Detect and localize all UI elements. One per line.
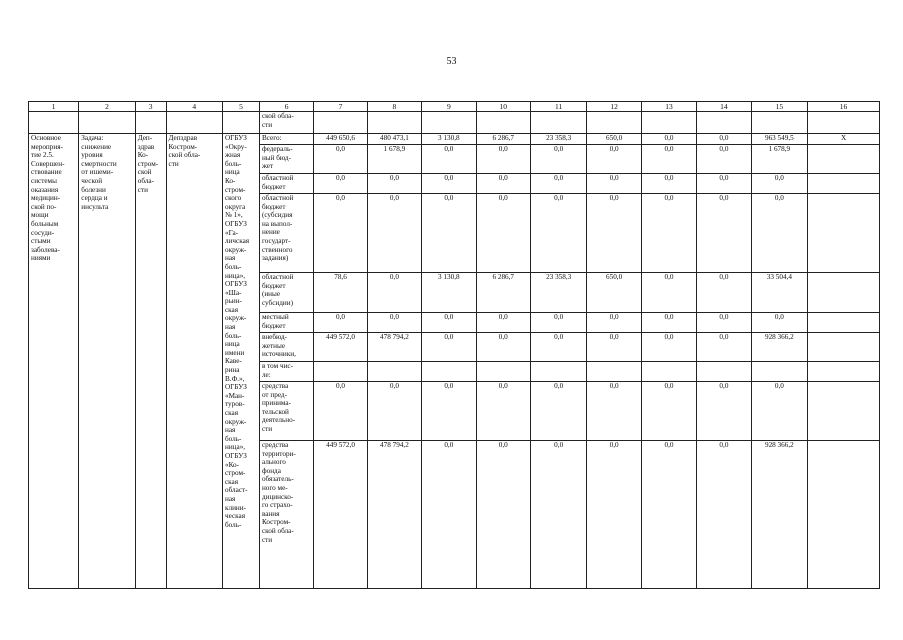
value-cell: 449 572,0 xyxy=(314,333,367,362)
value-cell: 0,0 xyxy=(476,441,530,589)
header-cell: 13 xyxy=(641,102,696,112)
header-cell: 2 xyxy=(79,102,135,112)
value-cell: 478 794,2 xyxy=(367,441,421,589)
value-cell: 0,0 xyxy=(422,194,476,273)
value-cell: 0,0 xyxy=(530,313,586,333)
value-cell: 0,0 xyxy=(314,145,367,174)
funding-source: внебюд- жетные источники, xyxy=(259,333,313,362)
value-cell: 1 678,9 xyxy=(751,145,807,174)
value-cell: 0,0 xyxy=(530,145,586,174)
value-cell xyxy=(530,362,586,382)
value-cell xyxy=(808,194,880,273)
value-cell: 0,0 xyxy=(587,194,641,273)
value-cell: 0,0 xyxy=(367,194,421,273)
header-cell: 8 xyxy=(367,102,421,112)
value-cell: 928 366,2 xyxy=(751,441,807,589)
value-cell: 0,0 xyxy=(641,174,696,194)
value-cell: 23 358,3 xyxy=(530,273,586,313)
value-cell: 0,0 xyxy=(530,194,586,273)
header-cell: 10 xyxy=(476,102,530,112)
value-cell: 0,0 xyxy=(697,313,751,333)
value-cell: 0,0 xyxy=(587,174,641,194)
value-cell: 0,0 xyxy=(697,134,751,145)
funding-source: средства от пред- принима- тельской деятельно- сти xyxy=(259,382,313,441)
value-cell: 0,0 xyxy=(422,174,476,194)
value-cell: 0,0 xyxy=(697,382,751,441)
header-cell: 11 xyxy=(530,102,586,112)
value-cell: 0,0 xyxy=(530,333,586,362)
value-cell: 0,0 xyxy=(641,145,696,174)
value-cell: 0,0 xyxy=(422,313,476,333)
value-cell: 0,0 xyxy=(641,134,696,145)
value-cell: 0,0 xyxy=(697,145,751,174)
value-cell: X xyxy=(808,134,880,145)
funding-source: Всего: xyxy=(259,134,313,145)
value-cell: 478 794,2 xyxy=(367,333,421,362)
value-cell: 0,0 xyxy=(367,382,421,441)
value-cell: 0,0 xyxy=(587,382,641,441)
value-cell: 0,0 xyxy=(314,313,367,333)
value-cell: 3 130,8 xyxy=(422,134,476,145)
value-cell xyxy=(808,145,880,174)
header-cell: 4 xyxy=(166,102,222,112)
value-cell: 0,0 xyxy=(697,441,751,589)
participants: ОГБУЗ «Окру- жная боль- ница Ко- стром- ского округа № 1», ОГБУЗ «Га- личская окруж- ная боль- ница», ОГБУЗ «Ша- рьин- ская окруж- ная боль- ница имени Каве- рина В.Ф.», ОГБУЗ «Ман- туров- ская окруж- ная боль- ница», ОГБУЗ «Ко- стром- ская област- ная клини- ческая боль- xyxy=(222,134,259,589)
value-cell: 0,0 xyxy=(530,382,586,441)
value-cell: 0,0 xyxy=(641,333,696,362)
value-cell xyxy=(808,273,880,313)
value-cell: 0,0 xyxy=(530,174,586,194)
value-cell: 0,0 xyxy=(587,441,641,589)
header-cell: 6 xyxy=(259,102,313,112)
value-cell: 0,0 xyxy=(587,313,641,333)
value-cell: 78,6 xyxy=(314,273,367,313)
value-cell: 449 572,0 xyxy=(314,441,367,589)
header-cell: 14 xyxy=(697,102,751,112)
task-description: Задача: снижение уровня смертности от ишеми- ческой болезни сердца и инсульта xyxy=(79,134,135,589)
header-cell: 3 xyxy=(135,102,166,112)
funding-source: в том чис- ле: xyxy=(259,362,313,382)
value-cell: 23 358,3 xyxy=(530,134,586,145)
header-cell: 5 xyxy=(222,102,259,112)
value-cell: 449 650,6 xyxy=(314,134,367,145)
value-cell xyxy=(367,362,421,382)
value-cell: 0,0 xyxy=(641,194,696,273)
value-cell xyxy=(808,313,880,333)
value-cell: 0,0 xyxy=(422,333,476,362)
funding-source: средства территори- ального фонда обязатель- ного ме- дицинско- го страхо- вания Костром- ской обла- сти xyxy=(259,441,313,589)
value-cell: 480 473,1 xyxy=(367,134,421,145)
value-cell: 0,0 xyxy=(476,174,530,194)
value-cell xyxy=(808,333,880,362)
funding-source: местный бюджет xyxy=(259,313,313,333)
value-cell: 33 504,4 xyxy=(751,273,807,313)
value-cell xyxy=(751,362,807,382)
value-cell xyxy=(476,362,530,382)
value-cell: 0,0 xyxy=(367,313,421,333)
value-cell: 0,0 xyxy=(587,145,641,174)
value-cell: 1 678,9 xyxy=(367,145,421,174)
value-cell: 0,0 xyxy=(751,313,807,333)
value-cell: 0,0 xyxy=(530,441,586,589)
funding-source: областной бюджет (иные субсидии) xyxy=(259,273,313,313)
coordinator: Деп- здрав Ко- стром- ской обла- сти xyxy=(135,134,166,589)
value-cell: 0,0 xyxy=(697,174,751,194)
value-cell: 0,0 xyxy=(587,333,641,362)
value-cell xyxy=(587,362,641,382)
value-cell: 0,0 xyxy=(476,333,530,362)
value-cell xyxy=(641,362,696,382)
value-cell: 0,0 xyxy=(422,441,476,589)
executor: Депздрав Костром- ской обла- сти xyxy=(166,134,222,589)
value-cell: 0,0 xyxy=(641,441,696,589)
value-cell: 0,0 xyxy=(476,382,530,441)
funding-source: областной бюджет (субсидия на выпол- нение государт- ственного задания) xyxy=(259,194,313,273)
value-cell: 0,0 xyxy=(751,194,807,273)
value-cell: 963 549,5 xyxy=(751,134,807,145)
header-cell: 12 xyxy=(587,102,641,112)
value-cell: 0,0 xyxy=(641,382,696,441)
table-row xyxy=(29,134,880,145)
value-cell: 0,0 xyxy=(422,382,476,441)
value-cell: 0,0 xyxy=(367,273,421,313)
value-cell: 0,0 xyxy=(697,273,751,313)
header-cell: 15 xyxy=(751,102,807,112)
value-cell xyxy=(422,362,476,382)
header-cell: 1 xyxy=(29,102,79,112)
value-cell: 0,0 xyxy=(476,194,530,273)
value-cell: 0,0 xyxy=(422,145,476,174)
value-cell: 6 286,7 xyxy=(476,134,530,145)
header-row xyxy=(29,102,880,112)
value-cell: 0,0 xyxy=(751,382,807,441)
value-cell: 0,0 xyxy=(751,174,807,194)
header-cell: 9 xyxy=(422,102,476,112)
value-cell: 6 286,7 xyxy=(476,273,530,313)
value-cell xyxy=(808,382,880,441)
value-cell: 0,0 xyxy=(476,145,530,174)
carry-over-text: ской обла- сти xyxy=(259,112,313,134)
header-cell: 16 xyxy=(808,102,880,112)
value-cell: 0,0 xyxy=(314,382,367,441)
value-cell: 650,0 xyxy=(587,273,641,313)
value-cell: 0,0 xyxy=(314,174,367,194)
value-cell: 3 130,8 xyxy=(422,273,476,313)
value-cell xyxy=(808,441,880,589)
budget-table xyxy=(28,101,880,589)
value-cell xyxy=(314,362,367,382)
value-cell: 0,0 xyxy=(476,313,530,333)
value-cell xyxy=(808,362,880,382)
value-cell: 0,0 xyxy=(367,174,421,194)
funding-source: федераль- ный бюд- жет xyxy=(259,145,313,174)
funding-source: областной бюджет xyxy=(259,174,313,194)
value-cell: 650,0 xyxy=(587,134,641,145)
value-cell: 928 366,2 xyxy=(751,333,807,362)
header-cell: 7 xyxy=(314,102,367,112)
value-cell: 0,0 xyxy=(697,333,751,362)
value-cell: 0,0 xyxy=(641,313,696,333)
value-cell: 0,0 xyxy=(314,194,367,273)
value-cell: 0,0 xyxy=(697,194,751,273)
value-cell: 0,0 xyxy=(641,273,696,313)
value-cell xyxy=(697,362,751,382)
page-number: 53 xyxy=(446,56,457,67)
value-cell xyxy=(808,174,880,194)
carry-over-row xyxy=(29,112,880,134)
measure-name: Основное мероприя- тие 2.5. Совершен- ствование системы оказания медицин- ской по- мощи больным сосуди- стыми заболева- ниями xyxy=(29,134,79,589)
